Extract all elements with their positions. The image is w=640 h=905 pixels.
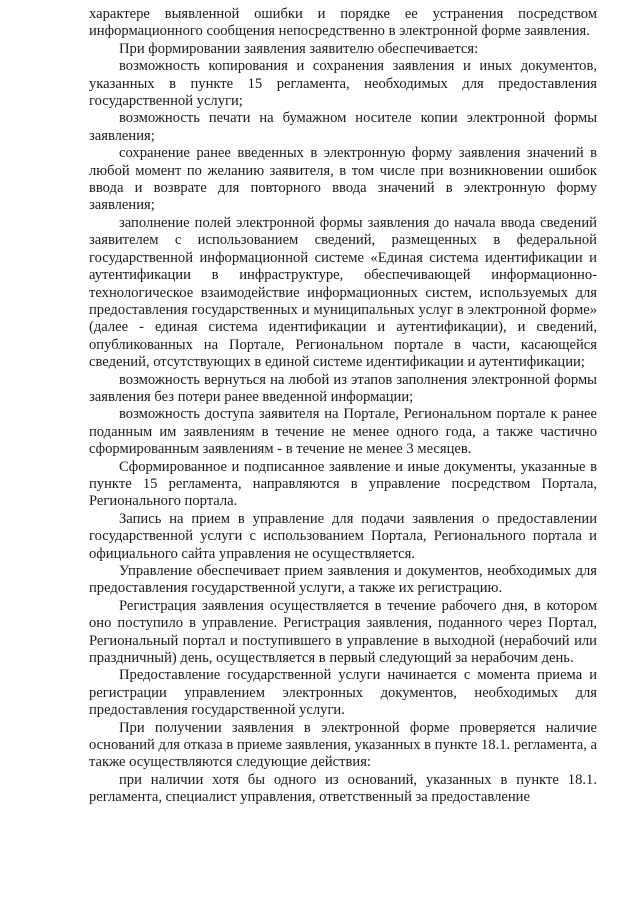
paragraph-autofill: заполнение полей электронной формы заявления до начала ввода сведений заявителем с использованием сведений, размещенных в федеральной государственной информационной системе «Единая система идентификации и аутентификации в инфраструктуре, обеспечивающей информационно-технологическое взаимодействие информационных систем, используемых для предоставления государственных и муниципальных услуг в электронной форме» (далее - единая система идентификации и аутентификации), и сведений, опубликованных на Портале, Региональном портале в части, касающейся сведений, отсутствующих в единой системе идентификации и аутентификации;: [89, 214, 597, 371]
paragraph-reception: Управление обеспечивает прием заявления и документов, необходимых для предоставления государственной услуги, а также их регистрацию.: [89, 563, 597, 597]
paragraph-electronic-check: При получении заявления в электронной форме проверяется наличие оснований для отказа в приеме заявления, указанных в пункте 18.1. регламента, а также осуществляются следующие действия:: [89, 719, 597, 771]
paragraph-registration: Регистрация заявления осуществляется в течение рабочего дня, в котором оно поступило в управление. Регистрация заявления, поданного через Портал, Региональный портал и поступившего в управление в выходной (нерабочий или праздничный) день, осуществляется в первый следующий за нерабочим день.: [89, 597, 597, 667]
paragraph-save-values: сохранение ранее введенных в электронную форму заявления значений в любой момент по желанию заявителя, в том числе при возникновении ошибок ввода и возврате для повторного ввода значений в электронную форму заявления;: [89, 145, 597, 214]
paragraph-return-step: возможность вернуться на любой из этапов заполнения электронной формы заявления без потери ранее введенной информации;: [89, 371, 597, 405]
paragraph-error-notice: характере выявленной ошибки и порядке ее устранения посредством информационного сообщения непосредственно в электронной форме заявления.: [89, 6, 597, 40]
document-page: [89, 6, 597, 807]
paragraph-form-provides: При формировании заявления заявителю обеспечивается:: [119, 40, 479, 57]
paragraph-service-start: Предоставление государственной услуги начинается с момента приема и регистрации управлением электронных документов, необходимых для предоставления государственной услуги.: [89, 667, 597, 719]
paragraph-appointment: Запись на прием в управление для подачи заявления о предоставлении государственной услуги с использованием Портала, Регионального портала и официального сайта управления не осуществляется.: [89, 510, 597, 562]
paragraph-copy-save: возможность копирования и сохранения заявления и иных документов, указанных в пункте 15 регламента, необходимых для предоставления государственной услуги;: [89, 58, 597, 110]
paragraph-submission: Сформированное и подписанное заявление и иные документы, указанные в пункте 15 регламента, направляются в управление посредством Портала, Регионального портала.: [89, 458, 597, 510]
paragraph-access: возможность доступа заявителя на Портале, Региональном портале к ранее поданным им заявлениям в течение не менее одного года, а также частично сформированным заявлениям - в течение не менее 3 месяцев.: [89, 406, 597, 458]
paragraph-refusal-grounds: при наличии хотя бы одного из оснований, указанных в пункте 18.1. регламента, специалист управления, ответственный за предоставление: [89, 771, 597, 806]
paragraph-print: возможность печати на бумажном носителе копии электронной формы заявления;: [89, 110, 597, 144]
